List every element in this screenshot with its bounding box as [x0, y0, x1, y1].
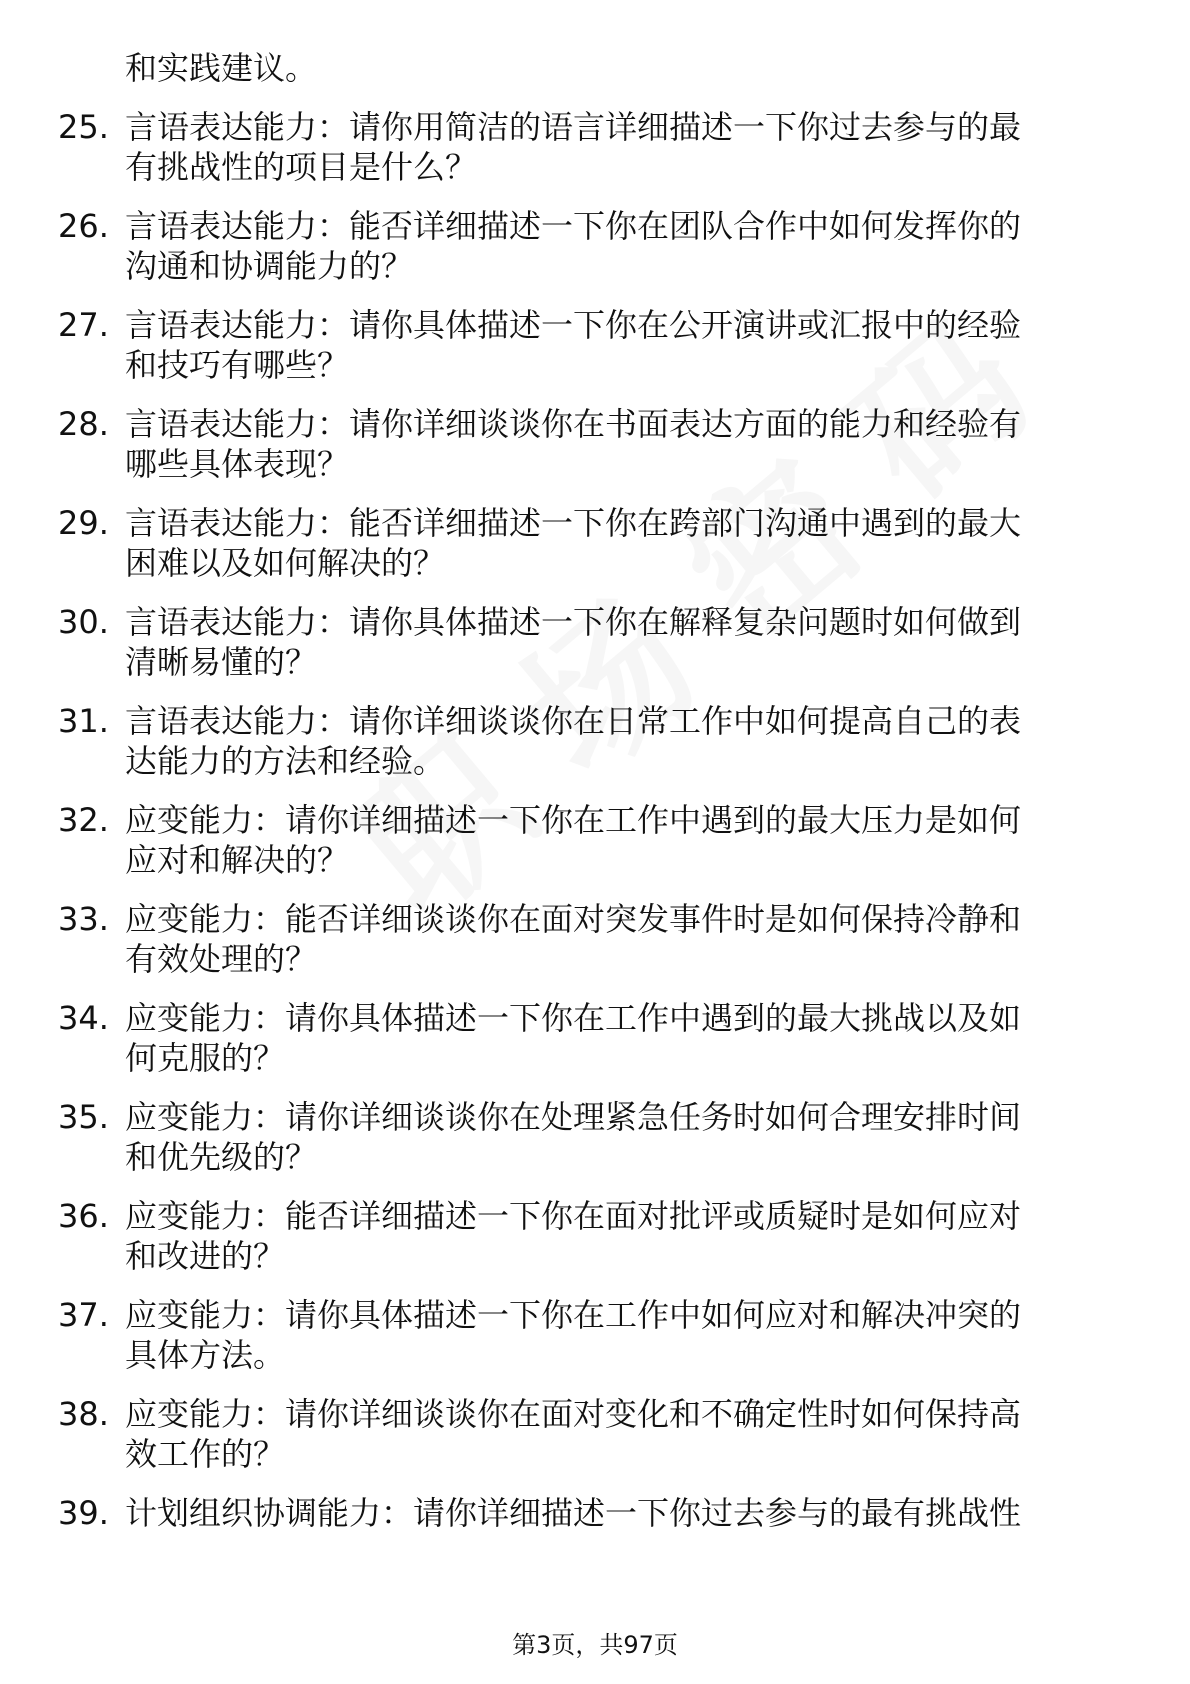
item-text: [125, 404, 1118, 484]
item-number: 34.: [58, 999, 109, 1037]
item-text-line: 沟通和协调能力的？: [125, 247, 414, 285]
list-item: [58, 602, 1118, 682]
item-text-line: 哪些具体表现？: [125, 445, 350, 483]
item-text-line: 言语表达能力：请你具体描述一下你在公开演讲或汇报中的经验: [125, 306, 1022, 344]
item-number: 37.: [58, 1296, 109, 1334]
list-item: [58, 998, 1118, 1078]
item-number: 35.: [58, 1098, 109, 1136]
list-item: [58, 800, 1118, 880]
list-item: [58, 206, 1118, 286]
item-number: 38.: [58, 1395, 109, 1433]
list-item: [58, 503, 1118, 583]
item-text: [125, 701, 1118, 781]
item-text: [125, 503, 1118, 583]
item-text-line: 言语表达能力：能否详细描述一下你在跨部门沟通中遇到的最大: [125, 504, 1022, 542]
item-text: [125, 206, 1118, 286]
item-text-line: 应对和解决的？: [125, 841, 350, 879]
items-container: [58, 107, 1118, 1533]
list-item: [58, 305, 1118, 385]
item-text-line: 言语表达能力：请你具体描述一下你在解释复杂问题时如何做到: [125, 603, 1022, 641]
item-text-line: 应变能力：能否详细描述一下你在面对批评或质疑时是如何应对: [125, 1197, 1022, 1235]
item-text-line: 应变能力：请你详细描述一下你在工作中遇到的最大压力是如何: [125, 801, 1022, 839]
item-number: 25.: [58, 108, 109, 146]
question-list: [58, 48, 1118, 1552]
item-text-line: 何克服的？: [125, 1039, 286, 1077]
item-text: [125, 800, 1118, 880]
page-footer: 第3页，共97页: [512, 1631, 678, 1659]
item-text: [125, 305, 1118, 385]
item-text-line: 应变能力：请你详细谈谈你在面对变化和不确定性时如何保持高: [125, 1395, 1022, 1433]
item-text: [125, 107, 1118, 187]
item-number: 30.: [58, 603, 109, 641]
item-number: 31.: [58, 702, 109, 740]
item-number: 39.: [58, 1494, 109, 1532]
item-number: 36.: [58, 1197, 109, 1235]
item-text-line: 清晰易懂的？: [125, 643, 318, 681]
list-item: [58, 107, 1118, 187]
list-item: [58, 404, 1118, 484]
item-text-line: 困难以及如何解决的？: [125, 544, 446, 582]
list-item: [58, 1097, 1118, 1177]
list-item: [58, 1493, 1118, 1533]
item-text-line: 应变能力：请你具体描述一下你在工作中如何应对和解决冲突的: [125, 1296, 1022, 1334]
item-text-line: 和改进的？: [125, 1237, 286, 1275]
item-text-line: 效工作的？: [125, 1435, 286, 1473]
item-text: [125, 1493, 1118, 1533]
item-text-line: 言语表达能力：请你详细谈谈你在日常工作中如何提高自己的表: [125, 702, 1022, 740]
item-number: 29.: [58, 504, 109, 542]
list-item: [58, 1295, 1118, 1375]
item-text: [125, 602, 1118, 682]
item-text-line: 和技巧有哪些？: [125, 346, 350, 384]
item-text-line: 和优先级的？: [125, 1138, 318, 1176]
item-text: [125, 1097, 1118, 1177]
continuation-text: 和实践建议。: [125, 49, 318, 87]
list-item: [58, 701, 1118, 781]
item-text-line: 达能力的方法和经验。: [125, 742, 446, 780]
item-text-line: 具体方法。: [125, 1336, 286, 1374]
item-text-line: 应变能力：请你具体描述一下你在工作中遇到的最大挑战以及如: [125, 999, 1022, 1037]
item-text-line: 言语表达能力：请你详细谈谈你在书面表达方面的能力和经验有: [125, 405, 1022, 443]
item-text-line: 言语表达能力：请你用简洁的语言详细描述一下你过去参与的最: [125, 108, 1022, 146]
item-text-line: 计划组织协调能力：请你详细描述一下你过去参与的最有挑战性: [125, 1494, 1022, 1532]
item-number: 28.: [58, 405, 109, 443]
item-number: 33.: [58, 900, 109, 938]
item-text: [125, 1196, 1118, 1276]
item-text: [125, 1394, 1118, 1474]
list-item: [58, 1196, 1118, 1276]
item-text: [125, 998, 1118, 1078]
item-text-line: 言语表达能力：能否详细描述一下你在团队合作中如何发挥你的: [125, 207, 1022, 245]
item-text-line: 应变能力：能否详细谈谈你在面对突发事件时是如何保持冷静和: [125, 900, 1022, 938]
item-number: 32.: [58, 801, 109, 839]
list-item: [58, 1394, 1118, 1474]
item-number: 27.: [58, 306, 109, 344]
item-text-line: 有挑战性的项目是什么？: [125, 148, 478, 186]
item-number: 26.: [58, 207, 109, 245]
item-text-line: 有效处理的？: [125, 940, 318, 978]
item-text: [125, 899, 1118, 979]
item-text-line: 应变能力：请你详细谈谈你在处理紧急任务时如何合理安排时间: [125, 1098, 1022, 1136]
list-item: [58, 899, 1118, 979]
item-text: [125, 1295, 1118, 1375]
